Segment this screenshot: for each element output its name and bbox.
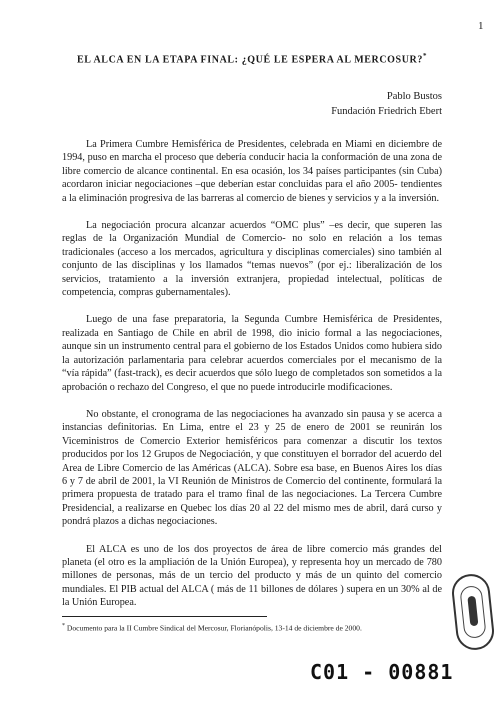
- paragraph: Luego de una fase preparatoria, la Segunda Cumbre Hemisférica de Presidentes, realizada en Santiago de Chile en abril de 1998, dio inicio formal a las negociaciones, aunque sin un instrumento central para el gobierno de los Estados Unidos como hubiera sido la autorización parlamentaria para celebrar acuerdos comerciales por el mecanismo de la “vía rápida” (fast-track), es decir acuerdos que sólo luego de completados son sometidos a la aprobación o rechazo del Congreso, el que no puede introducirle modificaciones.: [62, 314, 442, 393]
- paragraph: No obstante, el cronograma de las negociaciones ha avanzado sin pausa y se acerca a instancias definitorias. En Lima, entre el 23 y 25 de enero de 2001 se reunirán los Viceministros de Comercio Exterior hemisféricos para comenzar a discutir los textos producidos por los 12 Grupos de Negociación, y que constituyen el borrador del acuerdo del Area de Libre Comercio de las Américas (ALCA). Sobre esa base, en Buenos Aires los días 6 y 7 de abril de 2001, la VI Reunión de Ministros de Comercio del continente, formulará la primera propuesta de tratado para el tramo final de las negociaciones. La Tercera Cumbre Presidencial, a realizarse en Quebec los días 20 al 22 del mismo mes de abril, dará curso y pondrá plazos a dichas negociaciones.: [62, 408, 442, 528]
- title-footnote-mark: *: [422, 52, 428, 60]
- footnote-divider: [62, 616, 267, 617]
- footnote: [62, 621, 442, 634]
- document-body: [62, 138, 442, 624]
- author-name: Pablo Bustos: [386, 91, 442, 102]
- page-number: 1: [478, 20, 484, 32]
- document-title: [0, 52, 504, 65]
- footnote-text: Documento para la II Cumbre Sindical del Mercosur, Florianópolis, 13-14 de diciembre de 2000.: [66, 623, 362, 633]
- paragraph: La Primera Cumbre Hemisférica de Presidentes, celebrada en Miami en diciembre de 1994, puso en marcha el proceso que debería conducir hacia la conformación de una zona de libre comercio de alcance continental. En esa ocasión, los 34 países participantes (sin Cuba) acordaron iniciar negociaciones –que deberían estar concluidas para el año 2005- tendientes a la eliminación progresiva de las barreras al comercio de bienes y servicios y a la inversión.: [62, 139, 442, 204]
- document-title-text: EL ALCA EN LA ETAPA FINAL: ¿QUÉ LE ESPERA AL MERCOSUR?: [76, 54, 423, 66]
- archive-seal-icon: [450, 572, 496, 652]
- paragraph: La negociación procura alcanzar acuerdos “OMC plus” –es decir, que superen las reglas de la Organización Mundial de Comercio- no solo en relación a los temas tradicionales (acceso a los mercados, agricultura y disciplinas comerciales) sino también al conjunto de las disciplinas y los llamados “temas nuevos” (por ej.: liberalización de los servicios, tratamiento a la inversión extranjera, propiedad intelectual, políticas de competencia, compras gubernamentales).: [62, 220, 442, 299]
- archive-code: C01 - 00881: [310, 660, 454, 684]
- author-block: [331, 89, 442, 119]
- author-affiliation: Fundación Friedrich Ebert: [331, 106, 442, 117]
- footnote-mark: *: [62, 623, 65, 629]
- paragraph: El ALCA es uno de los dos proyectos de área de libre comercio más grandes del planeta (el otro es la ampliación de la Unión Europea), y representa hoy un mercado de 780 millones de personas, más de un tercio del producto y más de un quinto del comercio mundiales. El PIB actual del ALCA ( más de 11 billones de dólares ) supera en un 30% al de la Unión Europea.: [62, 543, 442, 609]
